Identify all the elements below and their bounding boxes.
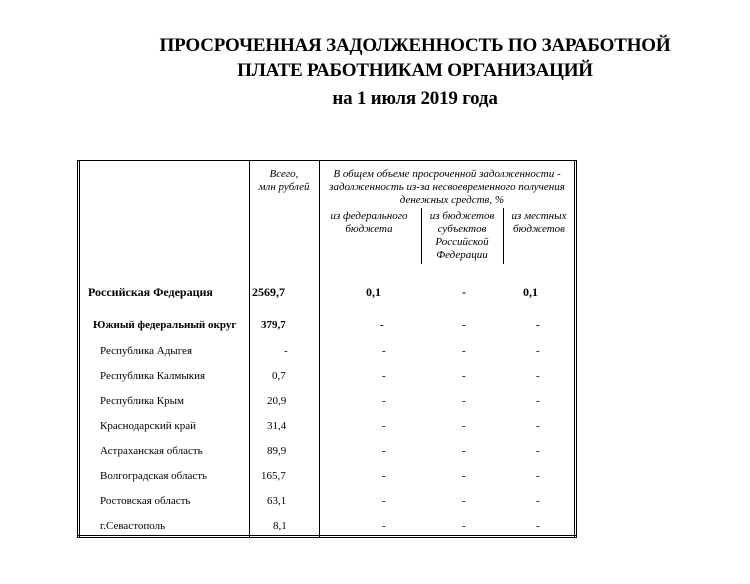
header-total-line-2: млн рублей [258,181,310,193]
row-federal: - [382,495,386,507]
row-name: Республика Адыгея [100,345,193,357]
title-line-2: ПЛАТЕ РАБОТНИКАМ ОРГАНИЗАЦИЙ [237,60,593,81]
row-subject: - [462,520,466,532]
header-subjects [422,210,502,262]
row-federal: - [382,470,386,482]
header-federal-line-1: из федерального [330,210,408,222]
title-line-3: на 1 июля 2019 года [332,88,498,109]
table-border-right-outer [576,160,577,538]
row-local: - [536,420,540,432]
header-group-line-3: денежных средств, % [399,194,504,206]
row-subject: - [462,370,466,382]
row-subject: - [462,319,466,331]
header-subjects-line-2: субъектов [437,223,487,235]
row-federal: 0,1 [366,285,381,299]
row-subject: - [462,495,466,507]
header-total [250,168,318,194]
row-local: - [536,445,540,457]
row-name: Астраханская область [100,445,203,457]
header-total-line-1: Всего, [269,168,299,180]
row-local: - [536,319,540,331]
row-local: 0,1 [523,285,538,299]
table-border-bottom-outer [77,535,577,536]
row-subject: - [462,445,466,457]
row-local: - [536,520,540,532]
table-border-left-outer [77,160,78,538]
row-total: 8,1 [273,520,287,532]
column-divider-percent [319,160,320,538]
header-local [504,210,574,236]
row-total: 89,9 [267,445,287,457]
header-local-line-1: из местных [511,210,567,222]
row-subject: - [462,395,466,407]
row-total: 2569,7 [252,285,285,299]
header-subjects-line-1: из бюджетов [429,210,495,222]
header-local-line-2: бюджетов [513,223,565,235]
row-name: Южный федеральный округ [93,319,237,331]
row-local: - [536,395,540,407]
row-total: 379,7 [261,319,286,331]
title-line-1: ПРОСРОЧЕННАЯ ЗАДОЛЖЕННОСТЬ ПО ЗАРАБОТНОЙ [159,35,671,56]
row-subject: - [462,470,466,482]
row-local: - [536,370,540,382]
row-federal: - [382,420,386,432]
row-subject: - [462,420,466,432]
row-federal: - [382,445,386,457]
header-group-line-2: задолженность из-за несвоевременного получения [329,181,565,193]
row-name: Российская Федерация [88,285,213,299]
header-group [320,168,574,207]
row-local: - [536,345,540,357]
table-border-bottom-inner [77,537,577,538]
row-total: 63,1 [267,495,287,507]
header-federal-line-2: бюджета [345,223,393,235]
table-border-left-inner [79,160,80,538]
row-name: г.Севастополь [100,520,166,532]
row-local: - [536,470,540,482]
row-federal: - [382,370,386,382]
row-federal: - [382,395,386,407]
table-border-top [77,160,577,161]
row-name: Краснодарский край [100,420,197,432]
column-divider-total [249,160,250,538]
row-local: - [536,495,540,507]
row-federal: - [382,345,386,357]
header-subjects-line-3: Российской [435,236,489,248]
row-total: 31,4 [267,420,287,432]
row-subject: - [462,345,466,357]
row-name: Волгоградская область [100,470,208,482]
row-total: 20,9 [267,395,287,407]
row-total: 165,7 [261,470,286,482]
row-name: Ростовская область [100,495,191,507]
row-total: - [284,345,288,357]
header-federal [322,210,416,236]
row-name: Республика Крым [100,395,184,407]
row-federal: - [382,520,386,532]
row-federal: - [380,319,384,331]
header-group-line-1: В общем объеме просроченной задолженности - [333,168,561,180]
row-name: Республика Калмыкия [100,370,206,382]
row-total: 0,7 [272,370,286,382]
header-subjects-line-4: Федерации [436,249,488,261]
table-border-right-inner [574,160,575,538]
row-subject: - [462,285,466,299]
